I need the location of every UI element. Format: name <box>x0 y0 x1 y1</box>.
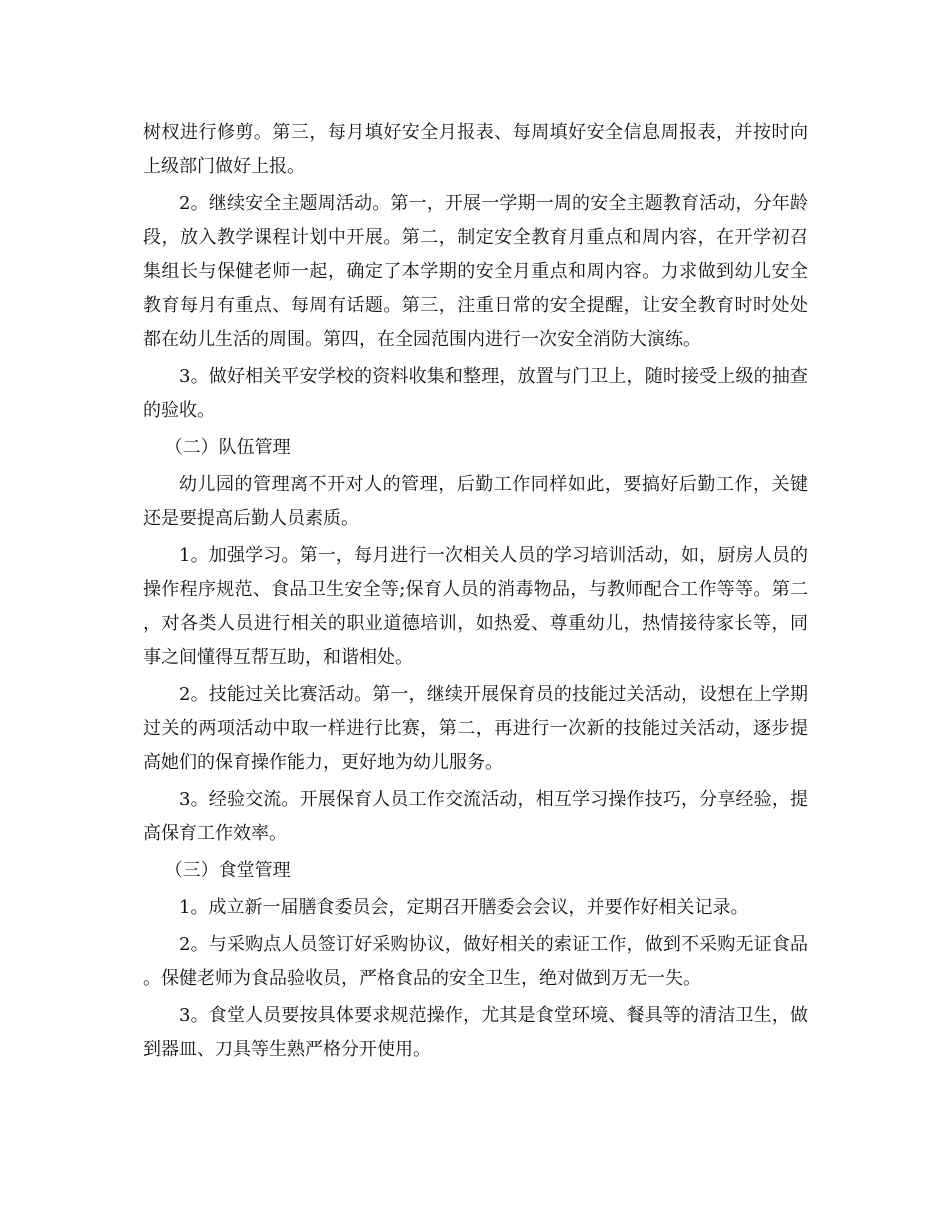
section-heading-canteen-management: （三）食堂管理 <box>164 860 291 881</box>
paragraph-canteen-operation: 3。食堂人员要按具体要求规范操作，尤其是食堂环境、餐具等的清洁卫生，做到器皿、刀具等生熟严格分开使用。 <box>143 1005 808 1060</box>
paragraph-team-intro: 幼儿园的管理离不开对人的管理，后勤工作同样如此，要搞好后勤工作，关键还是要提高后勤人员素质。 <box>143 474 808 529</box>
section-heading-team-management: （二）队伍管理 <box>164 437 291 458</box>
paragraph-experience-exchange: 3。经验交流。开展保育人员工作交流活动，相互学习操作技巧，分享经验，提高保育工作效率。 <box>143 789 808 844</box>
paragraph-skill-competition: 2。技能过关比赛活动。第一，继续开展保育员的技能过关活动，设想在上学期过关的两项活动中取一样进行比赛，第二，再进行一次新的技能过关活动，逐步提高她们的保育操作能力，更好地为幼儿服务。 <box>143 684 808 773</box>
paragraph-meal-committee: 1。成立新一届膳食委员会，定期召开膳委会会议，并要作好相关记录。 <box>179 897 749 918</box>
paragraph-purchase-agreement: 2。与采购点人员签订好采购协议，做好相关的索证工作，做到不采购无证食品。保健老师为食品验收员，严格食品的安全卫生，绝对做到万无一失。 <box>143 934 808 989</box>
paragraph-safety-theme-week: 2。继续安全主题周活动。第一，开展一学期一周的安全主题教育活动，分年龄段，放入教学课程计划中开展。第二，制定安全教育月重点和周内容，在开学初召集组长与保健老师一起，确定了本学期的安全月重点和周内容。力求做到幼儿安全教育每月有重点、每周有话题。第三，注重日常的安全提醒，让安全教育时时处处都在幼儿生活的周围。第四，在全园范围内进行一次安全消防大演练。 <box>143 193 808 350</box>
paragraph-strengthen-learning: 1。加强学习。第一，每月进行一次相关人员的学习培训活动，如，厨房人员的操作程序规范、食品卫生安全等;保育人员的消毒物品，与教师配合工作等等。第二，对各类人员进行相关的职业道德培训，如热爱、尊重幼儿，热情接待家长等，同事之间懂得互帮互助，和谐相处。 <box>143 545 808 668</box>
paragraph-continuation: 树杈进行修剪。第三，每月填好安全月报表、每周填好安全信息周报表，并按时向上级部门做好上报。 <box>143 122 808 177</box>
paragraph-safe-school-records: 3。做好相关平安学校的资料收集和整理，放置与门卫上，随时接受上级的抽查的验收。 <box>143 366 808 421</box>
document-body <box>143 116 808 1070</box>
